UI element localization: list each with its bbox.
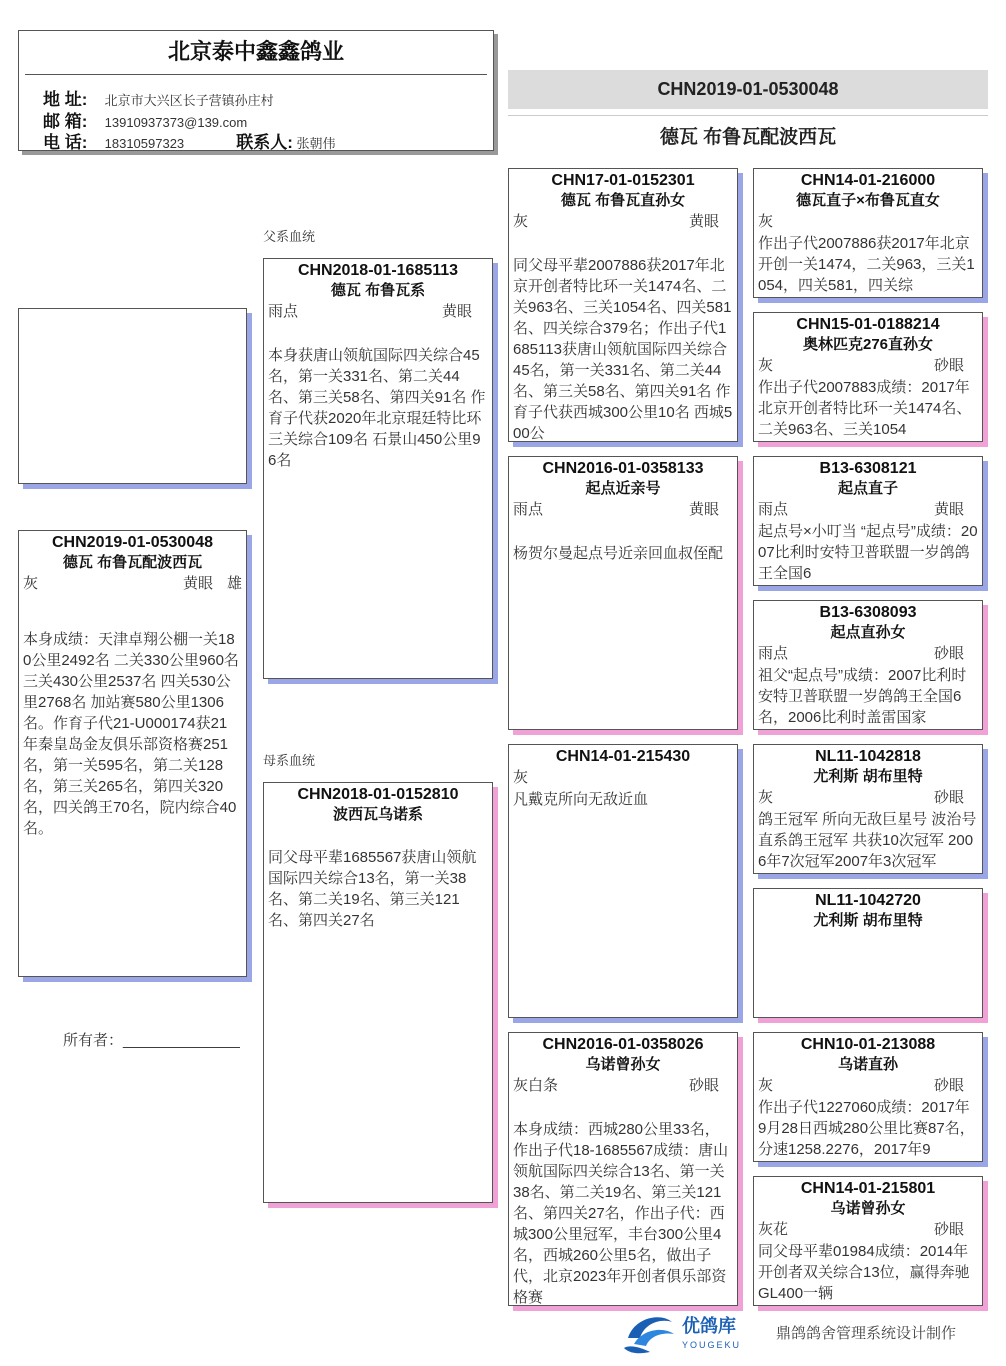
subject-color: 灰: [23, 575, 39, 592]
sds-name: 起点直子: [837, 480, 898, 497]
subject-sex: 雄: [226, 575, 242, 592]
sire-sire-name: 德瓦 布鲁瓦直孙女: [560, 192, 686, 209]
dam-sire-description: 凡戴克所向无敌近血: [513, 791, 649, 808]
subject-name: 德瓦 布鲁瓦配波西瓦: [62, 554, 203, 571]
dam-card: [263, 782, 493, 1203]
top-pigeon-name: 德瓦 布鲁瓦配波西瓦: [659, 127, 837, 148]
breeder-info-card: [18, 30, 494, 151]
dam-dam-color: 灰白条: [513, 1077, 559, 1094]
sds-description: 起点号×小叮当 “起点号”成绩：2007比利时安特卫普联盟一岁鸽鸽王全国6: [758, 523, 978, 582]
ddd-eye: 砂眼: [933, 1221, 964, 1238]
sire-color: 雨点: [268, 303, 299, 320]
sire-sire-ring: CHN17-01-0152301: [551, 172, 695, 189]
sdd-description: 祖父“起点号”成绩：2007比利时安特卫普联盟一岁鸽鸽王全国6名，2006比利时盖雷国家: [758, 667, 967, 726]
dsd-ring: NL11-1042720: [815, 892, 921, 909]
ssd-attributes: [754, 355, 982, 377]
sire-dam-card: [508, 456, 738, 730]
subject-attributes: [19, 573, 246, 595]
sire-dam-eye: 黄眼: [688, 501, 719, 518]
sire-attributes: [264, 301, 492, 323]
phone-row: [43, 128, 336, 153]
dsd-name: 尤利斯 胡布里特: [813, 912, 923, 929]
dam-dam-card: [508, 1032, 738, 1306]
sire-dam-description: 杨贺尔曼起点号近亲回血叔侄配: [513, 545, 724, 562]
dss-ring: NL11-1042818: [815, 748, 921, 765]
ddd-ring: CHN14-01-215801: [800, 1180, 936, 1197]
contact-label: 联系人:: [236, 133, 293, 152]
dam-dam-attributes: [509, 1075, 737, 1097]
dam-sire-color: 灰: [513, 769, 529, 786]
yougeku-logo: [620, 1308, 750, 1358]
sdd-eye: 砂眼: [933, 645, 964, 662]
sss-color: 灰: [758, 213, 774, 230]
owner-line: 所有者：______________: [63, 1032, 240, 1049]
sds-card: [753, 456, 983, 586]
subject-description: 本身成绩：天津卓翔公棚一关180公里2492名 二关330公里960名 三关430公里2537名 四关530公里2768名 加站赛580公里1306名。作育子代21-U000174获21年秦皇岛金友俱乐部资格赛251名，第一关595名，第二关128名，第三关265名，第四关320名，四关鸽王70名，院内综合40名。: [23, 631, 239, 837]
phone-label: 电 话:: [43, 133, 88, 152]
ssd-description: 作出子代2007883成绩：2017年北京开创者特比环一关1474名、二关963名、三关1054: [758, 379, 972, 438]
dss-attributes: [754, 787, 982, 809]
dam-name: 波西瓦乌诺系: [332, 806, 423, 823]
dam-dam-description: 本身成绩：西城280公里33名，作出子代18-1685567成绩：唐山领航国际四关综合13名、第一关38名、第二关19名、第三关121名、第四关27名，作出子代：西城300公里冠军，丰台300公里4名，西城260公里5名，做出子代，北京2023年开创者俱乐部资格赛: [513, 1121, 729, 1306]
sire-sire-attributes: [509, 211, 737, 233]
ddd-color: 灰花: [758, 1221, 789, 1238]
top-ring-banner: CHN2019-01-0530048: [508, 70, 988, 109]
dsd-card: [753, 888, 983, 1018]
ssd-ring: CHN15-01-0188214: [796, 316, 940, 333]
ssd-name: 奥林匹克276直孙女: [802, 336, 934, 353]
dds-description: 作出子代1227060成绩：2017年9月28日西城280公里比赛87名，分速1258.2276，2017年9: [758, 1099, 975, 1158]
sss-name: 德瓦直子×布鲁瓦直女: [796, 192, 940, 209]
dam-dam-name: 乌诺曾孙女: [585, 1056, 661, 1073]
dss-color: 灰: [758, 789, 774, 806]
sire-eye: 黄眼: [441, 303, 472, 320]
dam-sire-ring: CHN14-01-215430: [555, 748, 691, 765]
ssd-card: [753, 312, 983, 442]
sds-eye: 黄眼: [933, 501, 964, 518]
subject-eye: 黄眼: [182, 575, 213, 592]
sire-sire-card: [508, 168, 738, 442]
sss-card: [753, 168, 983, 298]
sdd-color: 雨点: [758, 645, 789, 662]
ddd-card: [753, 1176, 983, 1306]
dss-description: 鸽王冠军 所向无敌巨星号 波治号直系鸽王冠军 共获10次冠军 2006年7次冠军2007年3次冠军: [758, 811, 977, 870]
sds-attributes: [754, 499, 982, 521]
sss-description: 作出子代2007886获2017年北京开创一关1474，二关963，三关1054，四关581，四关综: [758, 235, 975, 294]
ddd-description: 同父母平辈01984成绩：2014年开创者双关综合13位，赢得奔驰GL400一辆: [758, 1243, 970, 1302]
dss-name: 尤利斯 胡布里特: [813, 768, 923, 785]
ddd-name: 乌诺曾孙女: [830, 1200, 906, 1217]
dds-color: 灰: [758, 1077, 774, 1094]
dam-dam-ring: CHN2016-01-0358026: [542, 1036, 704, 1053]
logo-cn-text: 优鸽库: [682, 1316, 736, 1336]
sss-ring: CHN14-01-216000: [800, 172, 936, 189]
ssd-eye: 砂眼: [933, 357, 964, 374]
dds-name: 乌诺直孙: [837, 1056, 898, 1073]
dam-sire-card: [508, 744, 738, 1018]
sire-sire-eye: 黄眼: [688, 213, 719, 230]
sire-dam-name: 起点近亲号: [585, 480, 661, 497]
sire-ring: CHN2018-01-1685113: [297, 262, 459, 279]
dss-card: [753, 744, 983, 874]
sire-sire-description: 同父母平辈2007886获2017年北京开创者特比环一关1474名、二关963名、三关1054名、四关581名、四关综合379名；作出子代1685113获唐山领航国际四关综合45名，第一关331名、第二关44名、第三关58名、第四关91名 作育子代获西城300公里10名 西城500公: [513, 257, 733, 442]
sire-card: [263, 258, 493, 679]
dds-ring: CHN10-01-213088: [800, 1036, 936, 1053]
sire-description: 本身获唐山领航国际四关综合45名，第一关331名、第二关44名、第三关58名、第四关91名 作育子代获2020年北京琨廷特比环三关综合109名 石景山450公里96名: [268, 347, 486, 469]
contact-value: 张朝伟: [296, 136, 336, 151]
ssd-color: 灰: [758, 357, 774, 374]
ddd-attributes: [754, 1219, 982, 1241]
dam-description: 同父母平辈1685567获唐山领航国际四关综合13名，第一关38名、第二关19名、第三关121名、第四关27名: [268, 849, 477, 929]
dds-card: [753, 1032, 983, 1162]
dss-eye: 砂眼: [933, 789, 964, 806]
sire-name: 德瓦 布鲁瓦系: [330, 282, 426, 299]
subject-ring: CHN2019-01-0530048: [52, 534, 213, 551]
photo-frame: [18, 308, 247, 484]
header-divider: [25, 74, 487, 75]
yougeku-logo-icon: [620, 1308, 750, 1358]
sire-line-label: 父系血统: [263, 229, 316, 244]
sdd-card: [753, 600, 983, 730]
sdd-attributes: [754, 643, 982, 665]
sdd-ring: B13-6308093: [819, 604, 917, 621]
email-label: 邮 箱:: [43, 112, 88, 131]
address-label: 地 址:: [43, 90, 88, 109]
footer-credit: 鼎鸽鸽舍管理系统设计制作: [776, 1325, 957, 1342]
dam-line-label: 母系血统: [263, 753, 316, 768]
breeder-title: 北京泰中鑫鑫鸽业: [167, 39, 344, 64]
dds-eye: 砂眼: [933, 1077, 964, 1094]
subject-card: [18, 530, 247, 977]
dam-ring: CHN2018-01-0152810: [297, 786, 459, 803]
phone-value: 18310597323: [104, 136, 185, 151]
email-value: 13910937373@139.com: [104, 115, 248, 130]
top-divider: [508, 115, 988, 116]
logo-en-text: YOUGEKU: [682, 1340, 742, 1350]
sire-sire-color: 灰: [513, 213, 529, 230]
sss-attributes: [754, 211, 982, 233]
sire-dam-color: 雨点: [513, 501, 544, 518]
dam-dam-eye: 砂眼: [688, 1077, 719, 1094]
dds-attributes: [754, 1075, 982, 1097]
sire-dam-ring: CHN2016-01-0358133: [542, 460, 704, 477]
dam-sire-attributes: [509, 767, 737, 789]
sire-dam-attributes: [509, 499, 737, 521]
sds-color: 雨点: [758, 501, 789, 518]
address-value: 北京市大兴区长子营镇孙庄村: [104, 93, 274, 108]
sdd-name: 起点直孙女: [830, 624, 906, 641]
sds-ring: B13-6308121: [819, 460, 917, 477]
